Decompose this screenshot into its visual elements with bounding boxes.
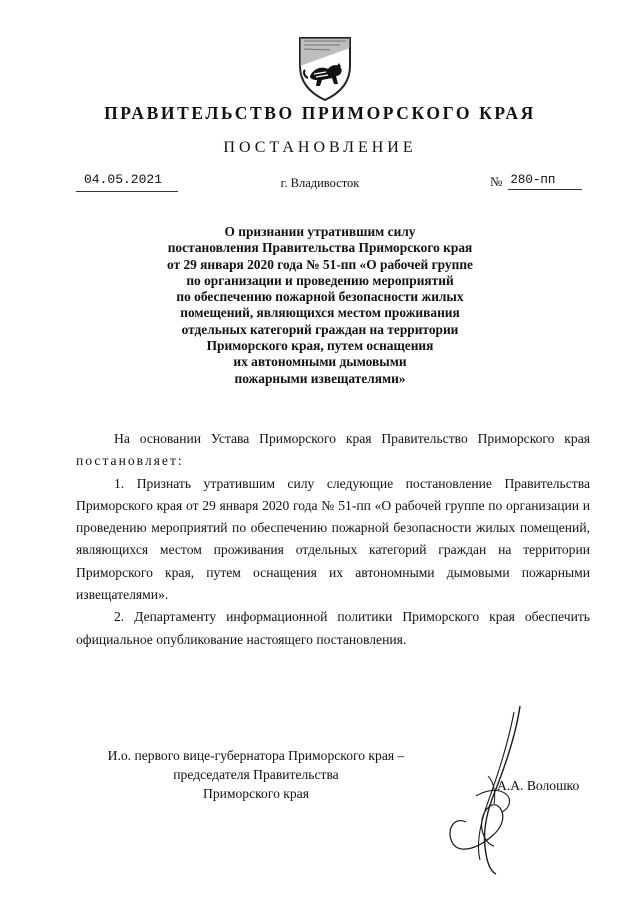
title-line: по организации и проведению мероприятий xyxy=(186,272,454,288)
document-date: 04.05.2021 xyxy=(76,172,178,192)
paragraph-preamble xyxy=(76,428,590,473)
position-line: председателя Правительства xyxy=(173,767,339,782)
position-line: Приморского края xyxy=(203,786,309,801)
document-title xyxy=(60,224,580,387)
position-line: И.о. первого вице-губернатора Приморского края – xyxy=(107,748,405,763)
title-line: по обеспечению пожарной безопасности жилых xyxy=(176,289,464,305)
document-number: 280-пп xyxy=(508,173,582,190)
document-number-field xyxy=(490,173,582,190)
title-line: О признании утратившим силу xyxy=(224,224,416,239)
document-body xyxy=(76,428,590,651)
signatory-position xyxy=(76,746,436,803)
title-line: пожарными извещателями» xyxy=(234,370,406,386)
preamble-text: На основании Устава Приморского края Правительство Приморского края xyxy=(114,431,590,446)
title-line: их автономными дымовыми xyxy=(233,354,407,370)
paragraph-item-1: 1. Признать утратившим силу следующие постановление Правительства Приморского края от 29 января 2020 года № 51-пп «О рабочей группе по организации и проведению мероприятий по обеспечению пожарной безопасности жилых помещений, являющихся местом проживания отдельных категорий граждан на территории Приморского края, путем оснащения их автономными дымовыми пожарными извещателями». xyxy=(76,475,590,603)
title-line: от 29 января 2020 года № 51-пп «О рабочей группе xyxy=(167,256,473,272)
primorsky-coat-of-arms-icon xyxy=(296,36,354,102)
preamble-decree-word: постановляет: xyxy=(76,453,184,469)
number-sign: № xyxy=(490,174,503,189)
organization-title: ПРАВИТЕЛЬСТВО ПРИМОРСКОГО КРАЯ xyxy=(104,103,536,123)
signatory-name: А.А. Волошко xyxy=(497,778,580,793)
paragraph-item-2: 2. Департаменту информационной политики Приморского края обеспечить официальное опубликование настоящего постановления. xyxy=(76,609,590,647)
title-line: отдельных категорий граждан на территории xyxy=(181,321,459,337)
title-line: Приморского края, путем оснащения xyxy=(206,338,434,354)
document-type: ПОСТАНОВЛЕНИЕ xyxy=(223,139,417,156)
title-line: постановления Правительства Приморского края xyxy=(167,240,473,256)
document-city: г. Владивосток xyxy=(280,176,360,190)
title-line: помещений, являющихся местом проживания xyxy=(180,305,460,321)
